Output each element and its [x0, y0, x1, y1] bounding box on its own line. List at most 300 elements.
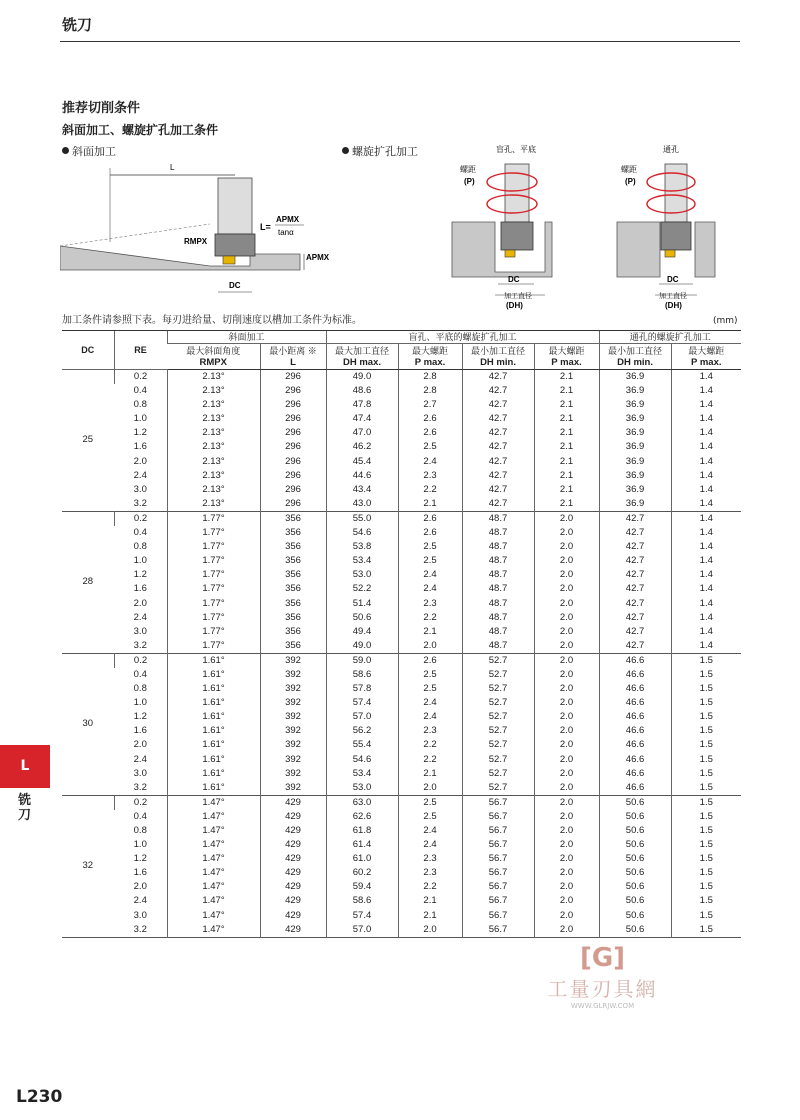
ramp-title-text: 斜面加工 [72, 145, 116, 158]
col-header-en: L [290, 356, 296, 368]
table-cell: 2.2 [398, 753, 462, 767]
table-cell: 42.7 [462, 483, 534, 497]
table-cell: 1.77° [167, 611, 260, 625]
table-cell: 2.4 [133, 753, 147, 765]
table-note: 加工条件请参照下表。每刃进给量、切削速度以槽加工条件为标准。 [62, 315, 362, 326]
table-cell: 42.7 [462, 469, 534, 483]
table-cell: 356 [260, 597, 326, 611]
table-cell: 2.3 [398, 469, 462, 483]
table-cell: 1.4 [671, 426, 741, 440]
table-cell: 429 [260, 810, 326, 824]
table-cell: 1.61° [167, 653, 260, 668]
table-row [62, 753, 741, 767]
col-header-en: P max. [414, 356, 446, 368]
table-cell: 46.6 [599, 668, 671, 682]
table-cell: 1.47° [167, 923, 260, 938]
table-cell: 1.61° [167, 767, 260, 781]
table-cell: 42.7 [462, 440, 534, 454]
table-cell: 2.13° [167, 370, 260, 385]
table-cell: 48.7 [462, 625, 534, 639]
col-header-re: RE [114, 331, 167, 370]
table-cell: 2.1 [534, 370, 599, 385]
table-cell: 392 [260, 767, 326, 781]
table-cell: 2.1 [398, 909, 462, 923]
table-cell: 56.7 [462, 852, 534, 866]
table-cell: 1.2 [133, 427, 147, 439]
table-cell: 2.0 [534, 540, 599, 554]
section-subtitle: 斜面加工、螺旋扩孔加工条件 [62, 123, 219, 137]
table-row [62, 810, 741, 824]
dia-label: 加工直径 [659, 293, 687, 300]
table-cell: 1.61° [167, 753, 260, 767]
table-cell: 392 [260, 696, 326, 710]
table-cell: 1.47° [167, 866, 260, 880]
table-row [62, 568, 741, 582]
col-header-cn: 最大螺距 [548, 345, 585, 356]
table-cell: 61.4 [326, 838, 398, 852]
table-cell: 3.2 [133, 497, 147, 509]
table-row [62, 866, 741, 880]
table-cell: 356 [260, 526, 326, 540]
table-cell: 1.6 [133, 441, 147, 453]
table-row [62, 469, 741, 483]
table-cell: 2.5 [398, 795, 462, 810]
table-cell: 2.13° [167, 426, 260, 440]
table-cell: 50.6 [599, 824, 671, 838]
table-row [62, 710, 741, 724]
workpiece-through-right [695, 222, 715, 277]
table-cell: 1.4 [671, 440, 741, 454]
table-cell: 50.6 [599, 795, 671, 810]
table-cell: 53.4 [326, 767, 398, 781]
col-header [671, 344, 741, 370]
table-cell: 48.7 [462, 554, 534, 568]
table-cell: 296 [260, 370, 326, 385]
table-cell: 392 [260, 781, 326, 796]
table-cell: 48.7 [462, 540, 534, 554]
table-cell: 49.0 [326, 370, 398, 385]
table-cell: 0.4 [133, 385, 147, 397]
table-cell: 2.4 [398, 696, 462, 710]
table-cell: 2.6 [398, 526, 462, 540]
table-cell: 48.7 [462, 611, 534, 625]
table-cell: 2.1 [534, 426, 599, 440]
col-header-en: DH min. [480, 356, 516, 368]
table-cell: 1.5 [671, 781, 741, 796]
table-cell: 36.9 [599, 384, 671, 398]
table-cell: 356 [260, 554, 326, 568]
table-cell: 57.0 [326, 923, 398, 938]
table-cell: 2.0 [133, 455, 147, 467]
pitch-label: 螺距 [460, 165, 476, 174]
col-header [326, 344, 398, 370]
table-cell: 2.8 [398, 370, 462, 385]
table-cell: 3.0 [133, 625, 147, 637]
table-cell: 46.6 [599, 753, 671, 767]
table-cell: 0.4 [133, 527, 147, 539]
table-cell: 356 [260, 611, 326, 625]
table-cell: 2.1 [534, 384, 599, 398]
table-cell: 2.0 [133, 739, 147, 751]
table-cell: 2.0 [534, 880, 599, 894]
table-cell: 3.0 [133, 767, 147, 779]
table-cell: 42.7 [599, 597, 671, 611]
section-tab-letter: L [0, 745, 50, 788]
table-cell: 52.7 [462, 696, 534, 710]
dc-label: DC [667, 275, 679, 284]
table-cell: 1.2 [133, 853, 147, 865]
table-cell: 62.6 [326, 810, 398, 824]
col-header-cn: 最大斜面角度 [186, 345, 241, 356]
apmx-label: APMX [306, 253, 330, 262]
table-cell: 57.4 [326, 909, 398, 923]
table-row [62, 824, 741, 838]
table-cell: 2.1 [534, 483, 599, 497]
table-cell: 1.47° [167, 909, 260, 923]
table-cell: 296 [260, 469, 326, 483]
table-cell: 2.13° [167, 412, 260, 426]
table-cell: 1.4 [671, 554, 741, 568]
watermark-logo: [G] [579, 943, 626, 973]
table-cell: 52.7 [462, 738, 534, 752]
table-cell: 2.1 [534, 440, 599, 454]
dh-label: (DH) [506, 301, 523, 310]
table-cell: 44.6 [326, 469, 398, 483]
dc-cell: 30 [82, 718, 94, 730]
table-cell: 2.4 [133, 895, 147, 907]
table-cell: 42.7 [599, 568, 671, 582]
table-cell: 43.4 [326, 483, 398, 497]
dh-label: (DH) [665, 301, 682, 310]
table-cell: 2.0 [133, 881, 147, 893]
table-row [62, 653, 741, 668]
dc-group [62, 370, 741, 512]
table-cell: 2.13° [167, 483, 260, 497]
col-header-cn: 最大螺距 [688, 345, 725, 356]
table-cell: 1.2 [133, 569, 147, 581]
table-cell: 58.6 [326, 668, 398, 682]
table-cell: 42.7 [599, 625, 671, 639]
table-cell: 48.7 [462, 639, 534, 654]
table-row [62, 625, 741, 639]
l-label: L [170, 163, 175, 172]
table-cell: 2.0 [534, 639, 599, 654]
table-cell: 1.4 [671, 540, 741, 554]
table-cell: 429 [260, 795, 326, 810]
table-row [62, 738, 741, 752]
table-cell: 36.9 [599, 497, 671, 512]
table-cell: 2.4 [398, 455, 462, 469]
insert-shape [223, 256, 235, 264]
table-cell: 2.0 [534, 810, 599, 824]
table-cell: 2.1 [534, 398, 599, 412]
table-row [62, 682, 741, 696]
table-row [62, 909, 741, 923]
table-row [62, 880, 741, 894]
blind-title: 盲孔、平底 [496, 145, 536, 154]
table-cell: 2.5 [398, 540, 462, 554]
table-cell: 1.5 [671, 880, 741, 894]
table-cell: 36.9 [599, 483, 671, 497]
table-cell: 2.2 [398, 880, 462, 894]
table-cell: 1.4 [671, 582, 741, 596]
table-cell: 57.4 [326, 696, 398, 710]
table-cell: 1.5 [671, 838, 741, 852]
table-cell: 1.4 [671, 370, 741, 385]
table-cell: 50.6 [599, 894, 671, 908]
table-row [62, 639, 741, 654]
table-cell: 2.0 [534, 767, 599, 781]
table-cell: 2.0 [534, 710, 599, 724]
table-cell: 42.7 [462, 398, 534, 412]
col-header [462, 344, 534, 370]
table-cell: 1.5 [671, 753, 741, 767]
table-cell: 36.9 [599, 412, 671, 426]
page-header-title: 铣刀 [62, 16, 93, 34]
table-cell: 50.6 [326, 611, 398, 625]
table-cell: 1.4 [671, 384, 741, 398]
table-cell: 0.8 [133, 825, 147, 836]
col-header [534, 344, 599, 370]
tool-head [215, 234, 255, 256]
table-cell: 2.0 [534, 923, 599, 938]
table-row [62, 483, 741, 497]
table-cell: 1.6 [133, 867, 147, 879]
table-cell: 356 [260, 625, 326, 639]
col-header [260, 344, 326, 370]
table-cell: 0.4 [133, 668, 147, 680]
table-cell: 2.13° [167, 440, 260, 454]
table-cell: 1.47° [167, 852, 260, 866]
table-cell: 1.5 [671, 724, 741, 738]
table-cell: 429 [260, 866, 326, 880]
table-row [62, 838, 741, 852]
table-cell: 46.2 [326, 440, 398, 454]
table-cell: 1.61° [167, 781, 260, 796]
table-row [62, 497, 741, 512]
table-row [62, 767, 741, 781]
table-cell: 1.4 [671, 398, 741, 412]
table-cell: 2.5 [398, 682, 462, 696]
dc-cell: 32 [82, 860, 94, 872]
table-cell: 429 [260, 880, 326, 894]
col-header-cn: 最小加工直径 [608, 345, 663, 356]
table-cell: 42.7 [599, 540, 671, 554]
table-cell: 46.6 [599, 682, 671, 696]
watermark-brand: 工量刃具網 [547, 977, 658, 1001]
table-cell: 2.2 [398, 483, 462, 497]
table-cell: 1.5 [671, 682, 741, 696]
group-header-through: 通孔的螺旋扩孔加工 [599, 331, 741, 344]
table-cell: 2.0 [534, 554, 599, 568]
table-cell: 2.1 [534, 455, 599, 469]
table-cell: 392 [260, 710, 326, 724]
table-cell: 1.47° [167, 880, 260, 894]
table-cell: 1.61° [167, 738, 260, 752]
table-cell: 2.6 [398, 426, 462, 440]
table-cell: 36.9 [599, 440, 671, 454]
table-cell: 2.13° [167, 469, 260, 483]
table-cell: 2.0 [534, 866, 599, 880]
table-cell: 1.77° [167, 526, 260, 540]
table-cell: 2.0 [534, 838, 599, 852]
table-cell: 296 [260, 412, 326, 426]
table-cell: 1.5 [671, 696, 741, 710]
table-cell: 61.8 [326, 824, 398, 838]
table-cell: 296 [260, 455, 326, 469]
table-cell: 1.47° [167, 894, 260, 908]
table-cell: 1.5 [671, 810, 741, 824]
tool-shank [218, 178, 252, 234]
table-cell: 0.2 [114, 653, 167, 668]
table-row [62, 526, 741, 540]
table-cell: 2.13° [167, 497, 260, 512]
ramp-diagram-title [62, 143, 116, 159]
table-cell: 2.0 [398, 923, 462, 938]
ramp-diagram [60, 158, 340, 308]
table-cell: 392 [260, 668, 326, 682]
pitch-symbol: (P) [625, 177, 636, 186]
table-cell: 53.0 [326, 781, 398, 796]
table-cell: 42.7 [462, 384, 534, 398]
table-cell: 2.13° [167, 455, 260, 469]
table-cell: 56.7 [462, 795, 534, 810]
table-cell: 1.77° [167, 639, 260, 654]
pitch-symbol: (P) [464, 177, 475, 186]
table-cell: 47.0 [326, 426, 398, 440]
table-cell: 48.7 [462, 511, 534, 526]
table-cell: 1.4 [671, 597, 741, 611]
table-cell: 36.9 [599, 426, 671, 440]
table-cell: 46.6 [599, 710, 671, 724]
table-cell: 2.4 [398, 710, 462, 724]
rmpx-label: RMPX [184, 237, 208, 246]
table-cell: 1.61° [167, 668, 260, 682]
table-cell: 392 [260, 653, 326, 668]
table-cell: 2.0 [534, 696, 599, 710]
table-cell: 49.4 [326, 625, 398, 639]
table-cell: 1.77° [167, 554, 260, 568]
table-cell: 1.4 [671, 526, 741, 540]
col-header [599, 344, 671, 370]
table-cell: 42.7 [462, 497, 534, 512]
table-cell: 48.7 [462, 568, 534, 582]
table-cell: 52.2 [326, 582, 398, 596]
table-cell: 58.6 [326, 894, 398, 908]
table-cell: 1.4 [671, 483, 741, 497]
table-cell: 45.4 [326, 455, 398, 469]
table-cell: 2.3 [398, 852, 462, 866]
table-row [62, 696, 741, 710]
table-cell: 2.1 [534, 412, 599, 426]
table-cell: 2.5 [398, 668, 462, 682]
table-cell: 2.4 [398, 838, 462, 852]
section-tab-category: 铣刀 [18, 793, 32, 823]
table-cell: 2.4 [398, 568, 462, 582]
table-cell: 0.8 [133, 399, 147, 411]
table-cell: 1.4 [671, 568, 741, 582]
table-cell: 1.4 [671, 511, 741, 526]
table-cell: 1.0 [133, 555, 147, 567]
table-cell: 2.5 [398, 440, 462, 454]
formula-numerator: APMX [276, 215, 300, 224]
table-cell: 296 [260, 398, 326, 412]
watermark-url: WWW.GLRJW.COM [570, 1002, 635, 1010]
through-title: 通孔 [663, 145, 679, 154]
col-header [398, 344, 462, 370]
table-cell: 36.9 [599, 370, 671, 385]
table-cell: 0.2 [114, 795, 167, 810]
table-cell: 1.5 [671, 852, 741, 866]
group-header-ramp: 斜面加工 [167, 331, 326, 344]
dc-cell: 28 [82, 576, 94, 588]
col-header [167, 344, 260, 370]
dc-label: DC [229, 281, 241, 290]
table-cell: 50.6 [599, 866, 671, 880]
table-cell: 1.5 [671, 894, 741, 908]
table-cell: 56.7 [462, 894, 534, 908]
col-header-en: RMPX [199, 356, 227, 368]
table-cell: 42.7 [599, 554, 671, 568]
col-header-cn: 最大加工直径 [335, 345, 390, 356]
table-cell: 1.61° [167, 682, 260, 696]
table-row [62, 370, 741, 385]
table-cell: 1.61° [167, 696, 260, 710]
table-cell: 2.0 [534, 526, 599, 540]
table-cell: 2.0 [534, 568, 599, 582]
table-cell: 2.5 [398, 810, 462, 824]
table-cell: 2.8 [398, 384, 462, 398]
dia-label: 加工直径 [504, 293, 532, 300]
table-cell: 48.7 [462, 526, 534, 540]
table-cell: 60.2 [326, 866, 398, 880]
table-cell: 1.5 [671, 653, 741, 668]
table-cell: 2.0 [534, 894, 599, 908]
table-cell: 52.7 [462, 767, 534, 781]
table-row [62, 582, 741, 596]
table-cell: 2.0 [534, 682, 599, 696]
table-row [62, 894, 741, 908]
table-cell: 3.2 [133, 923, 147, 935]
col-header-dc: DC [62, 331, 114, 370]
table-cell: 1.77° [167, 568, 260, 582]
table-cell: 296 [260, 384, 326, 398]
col-header-en: DH max. [343, 356, 382, 368]
table-cell: 49.0 [326, 639, 398, 654]
table-cell: 1.5 [671, 767, 741, 781]
table-cell: 356 [260, 540, 326, 554]
table-cell: 50.6 [599, 838, 671, 852]
table-cell: 57.0 [326, 710, 398, 724]
table-cell: 48.7 [462, 582, 534, 596]
table-cell: 2.4 [133, 611, 147, 623]
table-cell: 2.5 [398, 554, 462, 568]
table-cell: 0.4 [133, 810, 147, 822]
table-cell: 50.6 [599, 923, 671, 938]
table-cell: 1.5 [671, 710, 741, 724]
table-cell: 356 [260, 511, 326, 526]
table-cell: 36.9 [599, 455, 671, 469]
watermark [535, 943, 670, 1010]
table-cell: 296 [260, 497, 326, 512]
table-cell: 3.0 [133, 909, 147, 921]
table-cell: 2.6 [398, 412, 462, 426]
table-cell: 2.0 [534, 611, 599, 625]
table-cell: 52.7 [462, 682, 534, 696]
table-cell: 2.1 [534, 469, 599, 483]
table-cell: 1.47° [167, 810, 260, 824]
table-cell: 2.4 [133, 469, 147, 481]
